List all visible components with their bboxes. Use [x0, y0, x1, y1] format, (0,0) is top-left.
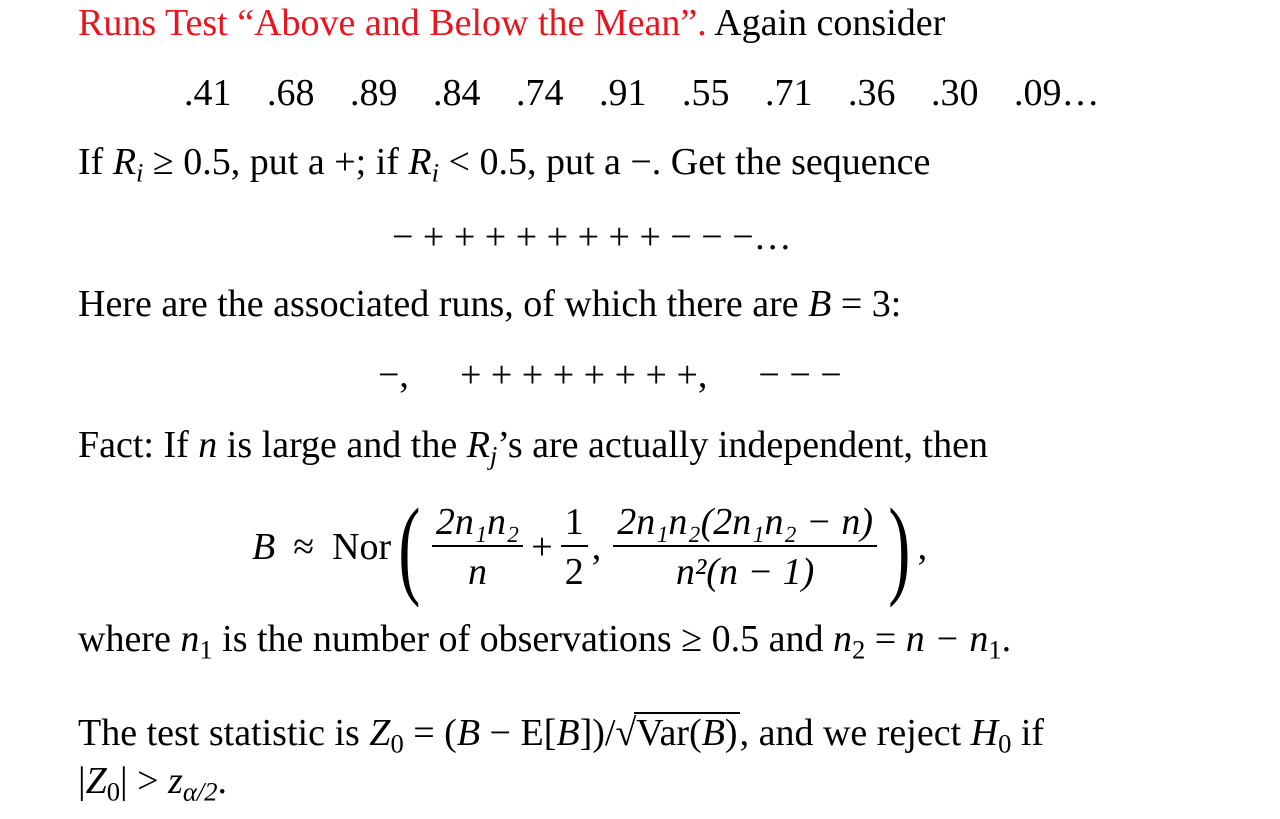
- rule-line: [78, 143, 930, 186]
- numbers-row: [184, 74, 1126, 112]
- math-sub: j: [489, 440, 498, 471]
- number: .09…: [1014, 72, 1100, 114]
- test-text: .: [217, 760, 228, 802]
- sqrt-symbol: √: [615, 712, 637, 754]
- runs-intro: [78, 285, 901, 323]
- math-sub: 1: [988, 634, 1002, 665]
- number: .41: [184, 72, 232, 114]
- run-2: + + + + + + + +,: [459, 354, 708, 396]
- approx-symbol: ≈: [293, 526, 315, 568]
- test-text: ): [724, 712, 738, 754]
- math-var: n: [180, 618, 200, 660]
- fraction-half: [561, 503, 588, 591]
- test-text: = (: [403, 712, 457, 754]
- number: .71: [765, 72, 813, 114]
- math-sub: i: [136, 157, 144, 188]
- test-text: | >: [120, 760, 169, 802]
- test-text: |: [78, 760, 86, 802]
- number: .68: [267, 72, 315, 114]
- fraction-denominator: n: [468, 551, 488, 593]
- test-statistic-line-2: [78, 762, 227, 805]
- test-statistic-line: [78, 712, 1044, 757]
- where-text: .: [1001, 618, 1012, 660]
- number: .30: [931, 72, 979, 114]
- sign-sequence: − + + + + + + + + − − −…: [392, 216, 792, 258]
- where-line: [78, 620, 1011, 663]
- test-text: if: [1011, 712, 1045, 754]
- math-var: n: [198, 424, 218, 466]
- where-text: is the number of observations ≥ 0.5 and: [212, 618, 833, 660]
- where-text: =: [865, 618, 906, 660]
- fraction-denominator: n²(n − 1): [675, 551, 815, 593]
- heading-line: [78, 4, 945, 42]
- number: .55: [682, 72, 730, 114]
- math-var: Z: [369, 712, 391, 754]
- math-sub: 1: [199, 634, 213, 665]
- math-sub: α/2: [182, 776, 218, 807]
- rule-text: ≥ 0.5, put a +; if: [143, 141, 409, 183]
- math-var: B: [701, 712, 725, 754]
- heading-rest: Again consider: [714, 2, 946, 44]
- number: .84: [433, 72, 481, 114]
- math-sub: 2: [851, 634, 866, 665]
- fraction-denominator: 2: [564, 551, 584, 593]
- right-paren: ): [888, 486, 911, 608]
- math-var: B: [556, 712, 580, 754]
- fraction-numerator: 1: [561, 503, 588, 547]
- math-var: R: [466, 424, 490, 466]
- math-sub: i: [431, 157, 440, 188]
- runs-display: [378, 356, 842, 394]
- test-text: − E[: [480, 712, 557, 754]
- math-sub: 0: [998, 728, 1012, 759]
- math-var: B: [252, 526, 276, 568]
- test-text: , and we reject: [739, 712, 971, 754]
- math-var: n: [832, 618, 852, 660]
- var-label: Var(: [636, 712, 702, 754]
- math-var: H: [970, 712, 999, 754]
- fact-text: Fact: If: [78, 424, 199, 466]
- left-paren: (: [398, 486, 421, 608]
- fraction-variance: [613, 503, 877, 591]
- plus-symbol: +: [531, 526, 553, 568]
- math-var: z: [168, 760, 183, 802]
- number: .91: [599, 72, 647, 114]
- math-var: B: [808, 283, 832, 325]
- math-var: B: [456, 712, 481, 754]
- fact-text: is large and the: [217, 424, 467, 466]
- test-text: ])/: [579, 712, 616, 754]
- normal-approx-formula: B ≈ Nor ( $\frac{\text{2n₁n₂}}{n}$ + $\frac{1}{2}$ , $\frac{\text{2n₁n₂(2n₁n₂ − n)}}{\text{n²(n − 1)}}$ ) ,: [252, 486, 928, 608]
- where-text: where: [78, 618, 181, 660]
- nor-label: Nor: [332, 526, 392, 568]
- sqrt-radicand: [634, 712, 739, 754]
- number: .89: [350, 72, 398, 114]
- fraction-mean: [432, 503, 523, 591]
- heading-title: Runs Test “Above and Below the Mean”.: [78, 2, 707, 44]
- rule-text: If: [78, 141, 113, 183]
- fraction-numerator: 2n₁n₂(2n₁n₂ − n): [613, 503, 877, 547]
- math-var: R: [408, 141, 432, 183]
- number: .74: [516, 72, 564, 114]
- fact-line: [78, 426, 988, 469]
- run-1: −,: [378, 354, 409, 396]
- fact-text: ’s are actually independent, then: [497, 424, 988, 466]
- test-text: The test statistic is: [78, 712, 370, 754]
- math-var: Z: [85, 760, 107, 802]
- math-var: n − n: [905, 618, 989, 660]
- rule-text: < 0.5, put a −. Get the sequence: [439, 141, 931, 183]
- math-var: R: [112, 141, 137, 183]
- math-sub: 0: [106, 776, 121, 807]
- run-3: − − −: [758, 354, 842, 396]
- fraction-numerator: 2n₁n₂: [432, 503, 523, 547]
- runs-eq: = 3:: [831, 283, 902, 325]
- number: .36: [848, 72, 896, 114]
- runs-text: Here are the associated runs, of which there are: [78, 283, 809, 325]
- math-sub: 0: [390, 728, 404, 759]
